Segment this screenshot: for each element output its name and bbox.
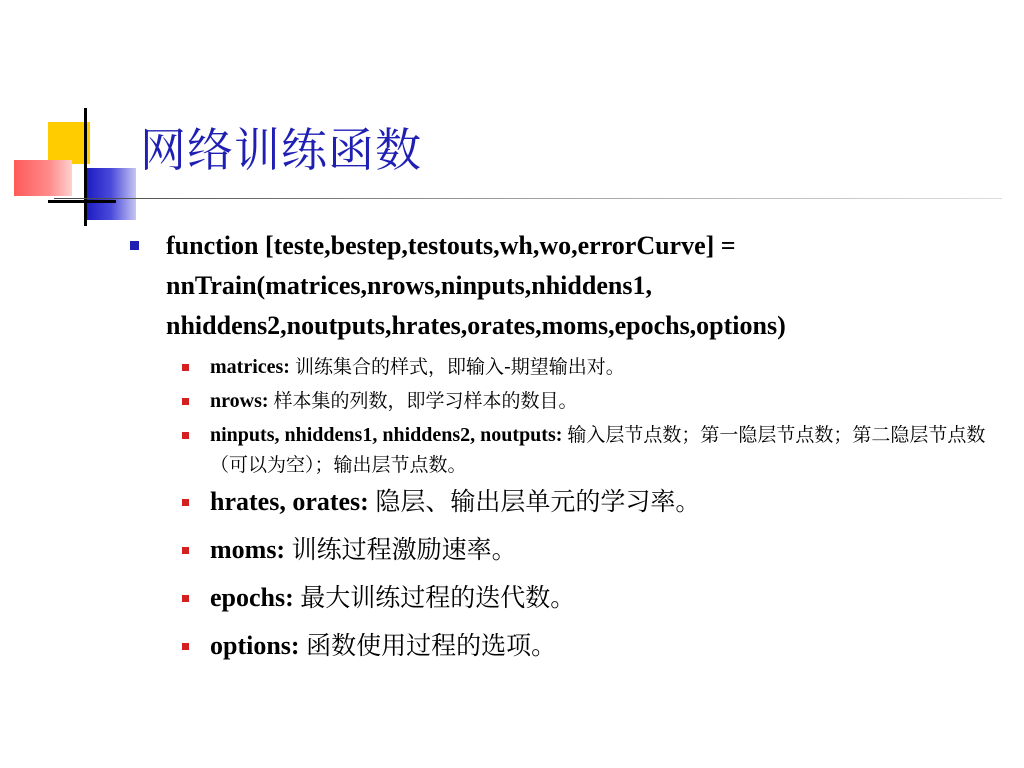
list-item-nrows bbox=[172, 386, 1008, 416]
corner-logo bbox=[0, 0, 140, 240]
param-term: nrows: bbox=[210, 390, 269, 412]
square-bullet-icon bbox=[182, 364, 189, 371]
square-bullet-icon bbox=[182, 432, 189, 439]
list-item-epochs bbox=[172, 580, 1008, 616]
list-item-moms bbox=[172, 532, 1008, 568]
slide-body bbox=[128, 226, 1008, 676]
list-item-options bbox=[172, 628, 1008, 664]
logo-vertical-line bbox=[84, 108, 87, 226]
square-bullet-icon bbox=[182, 398, 189, 405]
square-bullet-icon bbox=[182, 595, 189, 602]
param-term: ninputs, nhiddens1, nhiddens2, noutputs: bbox=[210, 424, 563, 446]
square-bullet-icon bbox=[130, 241, 139, 250]
logo-horizontal-line bbox=[48, 200, 116, 203]
param-desc: 训练过程激励速率。 bbox=[291, 535, 517, 564]
param-term: hrates, orates: bbox=[210, 487, 369, 516]
list-item-rates bbox=[172, 484, 1008, 520]
main-bullet-line-1: function [teste,bestep,testouts,wh,wo,errorCurve] = bbox=[166, 231, 736, 260]
square-bullet-icon bbox=[182, 499, 189, 506]
param-desc: 输入层节点数；第一隐层节点数；第二隐层节点数（可以为空）；输出层节点数。 bbox=[210, 424, 986, 476]
param-desc: 隐层、输出层单元的学习率。 bbox=[375, 487, 701, 516]
title-divider bbox=[54, 198, 1002, 199]
list-item-layer-sizes bbox=[172, 420, 1008, 480]
main-bullet-line-3: nhiddens2,noutputs,hrates,orates,moms,epochs,options) bbox=[166, 311, 786, 340]
param-desc: 最大训练过程的迭代数。 bbox=[300, 583, 576, 612]
main-bullet bbox=[128, 226, 1008, 346]
logo-blue-square bbox=[86, 168, 136, 220]
logo-red-square bbox=[14, 160, 72, 196]
param-term: moms: bbox=[210, 535, 286, 564]
param-desc: 样本集的列数，即学习样本的数目。 bbox=[273, 390, 578, 412]
param-desc: 函数使用过程的选项。 bbox=[306, 631, 557, 660]
list-item-matrices bbox=[172, 352, 1008, 382]
square-bullet-icon bbox=[182, 547, 189, 554]
main-bullet-line-2: nnTrain(matrices,nrows,ninputs,nhiddens1, bbox=[166, 271, 652, 300]
param-term: matrices: bbox=[210, 356, 290, 378]
param-term: options: bbox=[210, 631, 300, 660]
parameter-list bbox=[128, 352, 1008, 664]
param-term: epochs: bbox=[210, 583, 294, 612]
square-bullet-icon bbox=[182, 643, 189, 650]
param-desc: 训练集合的样式，即输入-期望输出对。 bbox=[294, 356, 625, 378]
slide-title: 网络训练函数 bbox=[140, 123, 422, 177]
